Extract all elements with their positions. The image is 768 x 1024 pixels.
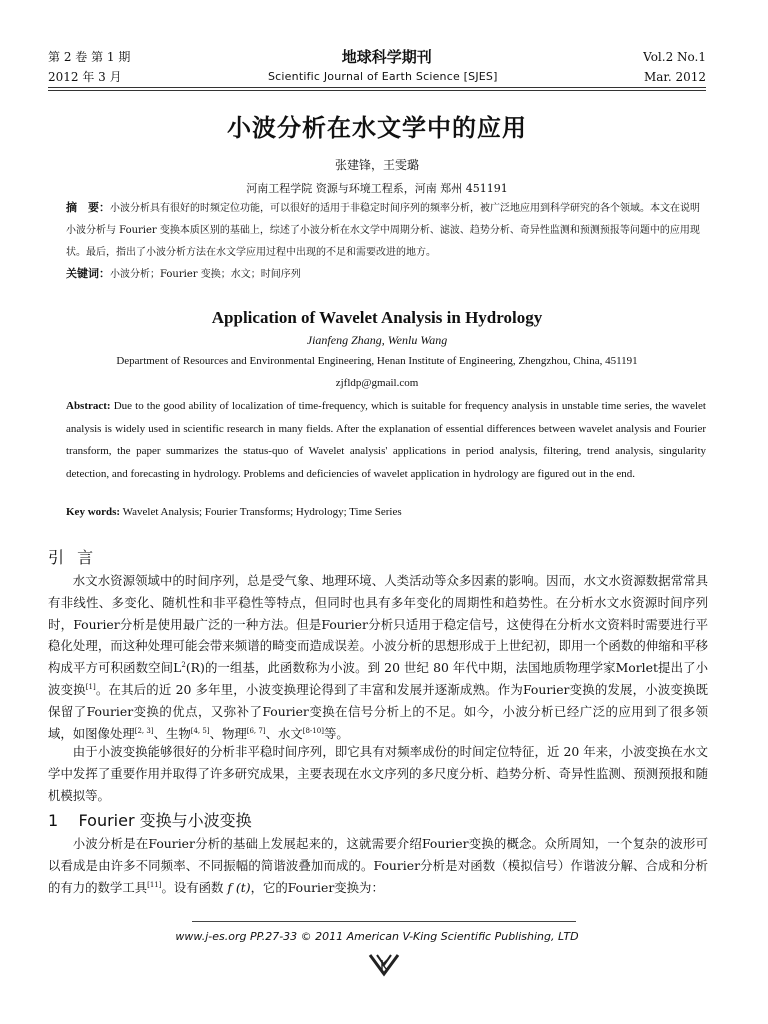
paper-title-cn: 小波分析在水文学中的应用 [227,114,527,142]
authors-en: Jianfeng Zhang, Wenlu Wang [306,333,448,347]
abstract-text-en: Due to the good ability of localization of time-frequency, which is suitable for frequency analysis in unstable time series, the wavelet analysis is widely used in scientific research in many fields. After the explanation of essential differences between wavelet analysis and Fourier transform, the paper summarizes the status-quo of Wavelet analysis' applications in period analysis, filtering, trend analysis, singularity detection, and forecasting in hydrology. Problems and deficiencies of wavelet application in hydrology are figured out in the end. [66,400,706,480]
abstract-label-cn: 摘 要： [66,201,110,214]
text-run: 、生物 [153,725,191,741]
text-run: 、水文 [265,725,303,741]
paragraph-text: 由于小波变换能够很好的分析非平稳时间序列，即它具有对频率成份的时间定位特征，近 20 年来，小波变换在水文学中发挥了重要作用并取得了许多研究成果，主要表现在水文序列的多尺度分析、趋势分析、奇异性监测、预测预报和随机模拟等。 [48,744,708,803]
date-cn: 2012 年 3 月 [48,70,122,84]
keywords-label-cn: 关键词： [66,267,110,280]
keywords-en [66,501,706,524]
math-function: f (t) [227,879,251,895]
intro-paragraph-2 [48,741,708,806]
header-rule-bottom [48,90,706,91]
text-run: 。设有函数 [161,879,228,895]
text-run: 、物理 [209,725,247,741]
citation-ref: [8-10] [302,726,324,735]
section-1-paragraph [48,833,708,898]
citation-ref: [4, 5] [190,726,210,735]
affiliation-cn: 河南工程学院 资源与环境工程系，河南 郑州 451191 [246,182,508,195]
citation-ref: [2, 3] [134,726,154,735]
section-heading-intro: 引 言 [48,548,98,567]
paper-title-en: Application of Wavelet Analysis in Hydrology [211,308,543,327]
section-heading-1 [48,808,252,831]
keywords-text-en: Wavelet Analysis; Fourier Transforms; Hydrology; Time Series [122,506,402,518]
footer-citation: www.j-es.org PP.27-33 © 2011 American V-King Scientific Publishing, LTD [175,930,579,943]
text-run: 水文水资源领域中的时间序列，总是受气象、地理环境、人类活动等众多因素的影响。因而，水文水资源数据常常具有非线性、多变化、随机性和非平稳性等特点，但同时也具有多年变化的周期性和趋势性。在分析水文水资源时间序列时，Fourier分析是使用最广泛的一种方法。但是Fourier分析只适用于稳定信号，这使得在分析水文资料时需要进行平稳化处理，而这种处理可能会带来频谱的畸变而造成误差。小波分析的思想形成于上世纪初，即用一个函数的伸缩和平移构成平方可积函数空间L [48,573,708,676]
citation-ref: [1] [85,682,96,691]
text-run: ，它的Fourier变换为： [250,879,384,895]
abstract-en [66,395,706,485]
journal-header-row-1 [48,46,706,67]
keywords-cn [66,263,706,286]
section-title: Fourier 变换与小波变换 [78,811,252,830]
abstract-label-en: Abstract: [66,400,111,412]
authors-cn: 张建锋，王雯璐 [334,158,419,172]
section-number: 1 [48,811,59,830]
text-run: 。在其后的近 20 多年里，小波变换理论得到了丰富和发展并逐渐成熟。作为Fourier变换的发展，小波变换既保留了Fourier变换的优点，又弥补了Fourier变换在信号分析上的不足。如今，小波分析已经广泛的应用到了很多领域，如图像处理 [48,681,708,741]
journal-header-row-2 [48,68,706,85]
text-run: 小波分析是在Fourier分析的基础上发展起来的，这就需要介绍Fourier变换的概念。众所周知，一个复杂的波形可以看成是由许多不同频率、不同振幅的简谐波叠加而成的。Fourier分析是对函数（模拟信号）作谐波分解、合成和分析的有力的数学工具 [48,836,708,895]
citation-ref: [11] [147,880,162,889]
abstract-cn [66,197,706,264]
keywords-label-en: Key words: [66,506,121,518]
volume-issue-en: Vol.2 No.1 [643,49,706,64]
text-run: (R)的一组基，此函数称为小波。到 20 世纪 80 年代中期，法国地质物理学家Morlet提出了小波变换 [48,660,708,697]
abstract-text-cn: 小波分析具有很好的时频定位功能，可以很好的适用于非稳定时间序列的频率分析，被广泛地应用到科学研究的各个领域。本文在说明小波分析与 Fourier 变换本质区别的基础上，综述了小波分析在水文学中周期分析、滤波、趋势分析、奇异性监测和预测预报等问题中的应用现状。最后，指出了小波分析方法在水文学应用过程中出现的不足和需要改进的地方。 [66,203,700,258]
keywords-text-cn: 小波分析；Fourier 变换；水文；时间序列 [110,269,301,280]
publisher-logo-icon [368,952,400,978]
superscript: 2 [181,661,186,670]
footer-rule [192,921,576,922]
journal-title-cn: 地球科学期刊 [341,48,432,66]
affiliation-en: Department of Resources and Environmental Engineering, Henan Institute of Engineering, Zhengzhou, China, 451191 [116,355,638,367]
intro-paragraph-1 [48,570,708,744]
text-run: 等。 [323,725,349,741]
author-email: zjfldp@gmail.com [335,377,419,389]
date-en: Mar. 2012 [643,69,706,84]
volume-issue-cn: 第 2 卷 第 1 期 [48,50,131,64]
header-rule-top [48,87,706,88]
journal-title-en: Scientific Journal of Earth Science [SJES] [268,70,498,83]
citation-ref: [6, 7] [246,726,266,735]
